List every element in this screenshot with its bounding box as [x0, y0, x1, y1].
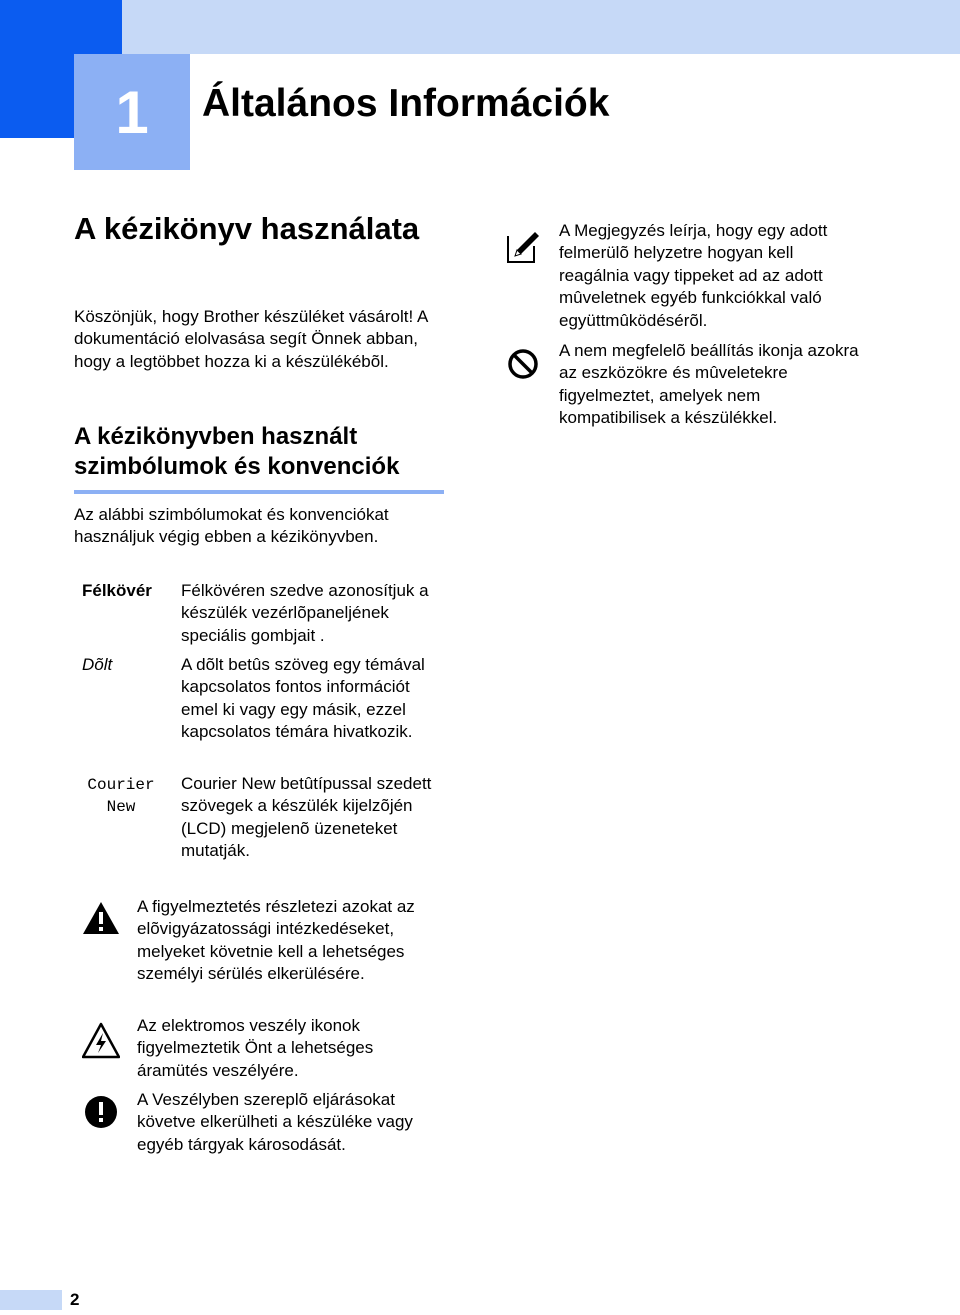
subsection-intro: Az alábbi szimbólumokat és konvenciókat használjuk végig ebben a kézikönyvben.: [74, 505, 389, 547]
caution-icon: [84, 1095, 118, 1134]
convention-term-italic: Dõlt: [82, 655, 113, 674]
chapter-number-box: [74, 54, 190, 170]
footer-band: [0, 1290, 62, 1310]
convention-desc-bold: Félkövéren szedve azonosítjuk a készülék vezérlõpaneljének speciális gombjait .: [181, 581, 429, 645]
note-text: A Megjegyzés leírja, hogy egy adott felmerülõ helyzetre hogyan kell reagálnia vagy tippeket ad az adott mûveletnek egyéb funkciókkal való együttmûködésérõl.: [559, 221, 828, 330]
convention-desc-italic: A dõlt betûs szöveg egy témával kapcsolatos fontos információt emel ki vagy egy másik, ezzel kapcsolatos témára hivatkozik.: [181, 655, 425, 742]
note-icon: [505, 228, 541, 269]
prohibited-text: A nem megfelelõ beállítás ikonja azokra az eszközökre és mûveletekre figyelmeztet, amelyek nem kompatibilisek a készülékkel.: [559, 341, 859, 428]
header-band: [0, 0, 960, 54]
section-title: A kézikönyv használata: [74, 211, 420, 246]
warning-text: A figyelmeztetés részletezi azokat az elõvigyázatossági intézkedéseket, melyeket követnie kell a lehetséges személyi sérülés elkerülésére.: [137, 897, 415, 984]
chapter-title: Általános Információk: [202, 82, 610, 125]
warning-triangle-icon: [82, 900, 120, 941]
convention-term-courier: Courier New: [87, 776, 155, 817]
electrical-hazard-text: Az elektromos veszély ikonok figyelmeztetik Önt a lehetséges áramütés veszélyére.: [137, 1016, 374, 1080]
convention-desc-courier: Courier New betûtípussal szedett szövegek a készülék kijelzõjén (LCD) megjelenõ üzeneteket mutatják.: [181, 774, 432, 861]
page-number: 2: [70, 1290, 80, 1309]
electrical-hazard-icon: [82, 1022, 120, 1065]
subsection-title: A kézikönyvben használt szimbólumok és konvenciók: [74, 422, 444, 494]
caution-text: A Veszélyben szereplõ eljárásokat követve elkerülheti a készüléke vagy egyéb tárgyak károsodását.: [137, 1090, 413, 1154]
prohibited-icon: [506, 347, 540, 386]
chapter-number: 1: [115, 78, 149, 146]
section-intro: Köszönjük, hogy Brother készüléket vásárolt! A dokumentáció elolvasása segít Önnek abban, hogy a legtöbbet hozza ki a készülékébõl.: [74, 307, 428, 371]
convention-term-bold: Félkövér: [82, 581, 152, 600]
